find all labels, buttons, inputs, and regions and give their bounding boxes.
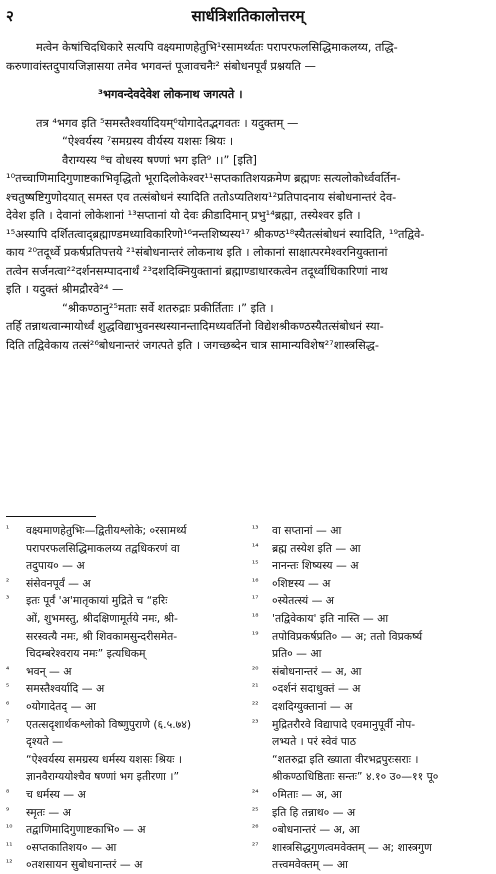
paragraph [6, 114, 490, 355]
footnote-line: शास्त्रसिद्धगुणत्वमवेक्तम् — अ; शास्त्रगुण [272, 840, 432, 854]
footnote-line: ज्ञानवैराग्ययोश्चैव षण्णां भग इतीरणा ।” [26, 770, 180, 784]
footnote-line: संसेवनपूर्वं — अ [26, 576, 91, 590]
footnote [6, 680, 242, 698]
footnote-line: ०सप्तकातिशय० — आ [26, 840, 117, 854]
footnote-line: तदुपाय० — अ [26, 559, 85, 573]
footnote-line: संबोधनान्तरं — अ, आ [272, 664, 362, 678]
footnote [252, 522, 488, 540]
footnote-line: एतत्सदृशार्थकश्लोको विष्णुपुराणे (६.५.७४) [26, 717, 192, 731]
text-line: ¹⁰तच्चाणिमादिगुणाष्टकाभिवृद्धितो भूरादिलोकेश्वर¹¹सप्तकातिशयक्रमेण ब्रह्मणः सत्यलोकोर्ध्ववर्तिन- [6, 171, 401, 185]
footnote [252, 610, 488, 628]
text-line: देवेश इति । देवानां लोकेशानां ¹³सप्तानां यो देवः क्रीडादिमान् प्रभु¹⁴ब्रह्मा, तस्येश्वर इति । [6, 208, 361, 222]
footnote-line: तत्त्वमवेक्तम् — आ [272, 858, 348, 872]
footnote-line: वा सप्तानां — आ [272, 524, 342, 537]
footnote-number: ⁸ [6, 787, 10, 797]
footnote [252, 786, 488, 804]
footnote-line: च धर्मस्य — अ [26, 787, 86, 801]
footnote-line: इति हि तन्नाथ० — अ [272, 805, 356, 819]
footnote [6, 592, 242, 662]
footnote-line: तपोविप्रकर्षप्रति० — अ; ततो विप्रकर्ष्य [272, 629, 423, 643]
page-number: २ [6, 7, 14, 25]
footnote-line: लभ्यते । परं स्वेवं पाठ [272, 735, 357, 749]
footnote-line: वक्ष्यमाणहेतुभिः—द्वितीयश्लोके; ०रसामर्थ्य [26, 524, 187, 537]
footnote-line: ०स्येतत्स्यं — अ [272, 594, 335, 608]
verse-line: वैराग्यस्य ⁸च वोधस्य षण्णां भग इति⁹ ।।” [इति] [62, 152, 257, 167]
footnote [6, 522, 242, 575]
text-line: तत्र ⁴भगव इति ⁵समस्तैश्वर्यादियम्⁶योगादेतद्भगवतः । यदुक्तम् — [36, 115, 299, 130]
footnote [6, 716, 242, 786]
footnote [252, 575, 488, 593]
footnote-line: ०तशसायन सुबोधनान्तरं — अ [26, 858, 143, 872]
footnote-number: ²⁴ [252, 787, 259, 797]
footnote [252, 716, 488, 786]
footnote-number: ³ [6, 594, 10, 604]
footnote-number: ¹⁵ [252, 559, 259, 569]
footnote [252, 821, 488, 839]
footnote-number: ⁷ [6, 717, 10, 727]
text-line: तत्वेन सर्जनत्वा²²दर्शनसम्पादनार्थं ²³दशदिक्नियुक्तानां ब्रह्माण्डाधारकत्वेन तदूर्ध्वाधिकारिणां नाथ [6, 263, 388, 278]
footnote-number: ²⁵ [252, 805, 259, 815]
footnote-number: ²¹ [252, 682, 259, 692]
footnote-line: “शतरुद्रा इति ख्याता वीरभद्रपुरःसराः । [272, 752, 419, 766]
text-line: इति । यदुक्तं श्रीमद्रौरवे²⁴ — [6, 282, 124, 296]
footnote-number: ²⁷ [252, 840, 259, 850]
footnote [252, 680, 488, 698]
footnote-number: ²⁶ [252, 823, 259, 833]
footnote [252, 557, 488, 575]
footnote-number: ¹⁶ [252, 576, 259, 586]
verse-line: “ऐश्वर्यस्य ⁷समग्रस्य वीर्यस्य यशसः श्रियः । [62, 134, 234, 148]
footnote-line: दशदिग्युक्तानां — अ [272, 699, 353, 713]
footnote-number: ¹⁴ [252, 541, 259, 551]
footnote-number: ⁴ [6, 664, 10, 674]
footnote-line: ०योगादेतद् — आ [26, 699, 96, 713]
footnote-line: सरस्वत्यै नमः, श्री शिवकामसुन्दरीसमेत- [26, 629, 178, 643]
footnote-number: ¹² [6, 858, 13, 868]
footnote [252, 592, 488, 610]
footnote-line: ०मिताः — अ, आ [272, 787, 342, 801]
footnote-line: परापरफलसिद्धिमाकलय्य तद्वधिकरणं वा [26, 541, 180, 555]
footnote-rule [6, 516, 96, 517]
paragraph [6, 38, 490, 75]
footnote-line: स्मृतः — अ [26, 805, 71, 819]
footnote-line: श्रीकण्ठाधिष्ठिताः सन्तः” ४.१० उ०—११ पू० [272, 770, 439, 784]
footnote-number: ¹⁷ [252, 594, 259, 604]
footnote-number: ⁵ [6, 682, 10, 692]
footnote-line: प्रति० — आ [272, 647, 322, 661]
footnote [252, 698, 488, 716]
main-text [6, 38, 490, 354]
footnote-line: दृश्यते — [26, 735, 63, 749]
footnote [6, 786, 242, 804]
footnote-number: ²² [252, 699, 259, 709]
footnote-line: चिदम्बरेश्वराय नमः” इत्यधिकम् [26, 647, 146, 661]
footnote [6, 663, 242, 681]
footnote [252, 628, 488, 663]
footnote [252, 804, 488, 822]
footnote [6, 575, 242, 593]
footnote-number: ¹⁰ [6, 823, 13, 833]
footnote-line: ०शिष्टस्य — अ [272, 576, 331, 590]
footnote [6, 839, 242, 857]
verse-heading [6, 85, 490, 104]
text-line: मत्वेन केषांचिदधिकारे सत्यपि वक्ष्यमाणहेतुभि¹रसामर्थ्यतः परापरफलसिद्धिमाकलय्य, तद्धि- [36, 40, 398, 54]
text-line: ¹⁵अस्यापि दर्शितत्वाद्ब्रह्माण्डमध्याविकारिणो¹⁶नन्तशिष्यस्य¹⁷ श्रीकण्ठ¹⁸स्यैतत्संबोधनं स्यादिति, ¹⁹तद्विवे- [6, 226, 425, 241]
page-header [0, 4, 496, 26]
footnote-line: तद्वाणिमादिगुणाष्टकाभि० — अ [26, 823, 146, 837]
footnote [6, 804, 242, 822]
footnote-number: ¹³ [252, 524, 259, 533]
footnote-line: ओं, शुभमस्तु, श्रीदक्षिणामूर्तये नमः, श्री- [26, 611, 178, 625]
footnote-number: ⁶ [6, 699, 10, 709]
footnote-line: समस्तैश्वर्यादि — अ [26, 682, 105, 696]
footnote-line: मुद्रितरौरवे विद्यापादे एवमानुपूर्वी नोप- [272, 717, 416, 731]
footnote-line: 'तद्विवेकाय' इति नास्ति — आ [272, 611, 389, 625]
footnote-number: ²³ [252, 717, 259, 727]
footnotes-left-column [6, 522, 242, 874]
running-title: सार्धत्रिशतिकालोत्तरम् [191, 7, 305, 25]
text-line: काय ²⁰तदूर्ध्वे प्रकर्षप्रतिपत्तये ²¹संबोधनान्तरं लोकनाथ इति । लोकानां साक्षात्परमेश्वरनियुक्तानां [6, 245, 388, 259]
footnote [6, 856, 242, 874]
footnote [6, 821, 242, 839]
text-line: दिति तद्विवेकाय तत्सं²⁶बोधनान्तरं जगत्पते इति । जगच्छब्देन चात्र सामान्यविशेष²⁷शास्त्रसिद्ध- [6, 337, 379, 352]
footnote-number: ² [6, 576, 10, 586]
footnote-number: ¹ [6, 524, 10, 533]
footnote [252, 540, 488, 558]
footnote-number: ²⁰ [252, 664, 259, 674]
footnote-line: नानन्तः शिष्यस्य — अ [272, 559, 359, 573]
footnote [6, 698, 242, 716]
footnote-number: ¹⁹ [252, 629, 259, 639]
footnote-line: इतः पूर्वं 'अ'मातृकायां मुद्रिते च “हरिः [26, 594, 168, 608]
verse-line: “श्रीकण्ठानु²⁵मताः सर्वे शतरुद्राः प्रकीर्तिताः ।” इति । [62, 300, 274, 315]
footnote-line: ०बोधनान्तरं — अ, आ [272, 823, 360, 837]
text-line: तर्हि तन्नाथत्वान्मायोर्ध्वं शुद्धविद्याभुवनस्थस्यानन्तादिमध्यवर्तिनो विद्येशश्रीकण्ठस्यैतत्संबोधनं स्या- [6, 319, 384, 333]
footnote-number: ¹⁸ [252, 611, 259, 621]
text-line: करुणावांस्तदुपायजिज्ञासया तमेव भगवन्तं पूजावचनैः² संबोधनपूर्वं प्रश्नयति — [6, 58, 316, 73]
footnote-line: “ऐश्वर्यस्य समग्रस्य धर्मस्य यशसः श्रियः । [26, 752, 182, 766]
footnote [252, 663, 488, 681]
footnote-line: ०दर्शनं सदाधुक्तं — अ [272, 682, 361, 696]
footnotes-right-column [252, 522, 488, 874]
footnote-line: ब्रह्म तस्येश इति — आ [272, 541, 361, 555]
text-line: ³भगवन्देवदेवेश लोकनाथ जगत्पते । [98, 87, 243, 101]
footnote [252, 839, 488, 874]
footnote-line: भवन् — अ [26, 664, 72, 678]
footnote-number: ⁹ [6, 805, 10, 815]
footnote-number: ¹¹ [6, 840, 13, 850]
text-line: श्चतुष्षष्टिगुणोदयात् समस्त एव तत्संबोधनं स्यादिति ततोऽप्यतिशय¹²प्रतिपादनाय संबोधनान्तरं देव- [6, 189, 397, 204]
